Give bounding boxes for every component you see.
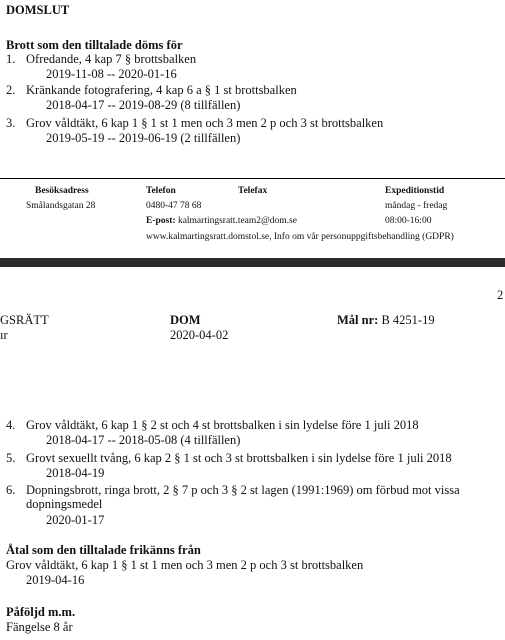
crime-date: 2020-01-17 (46, 513, 105, 527)
document-date: 2020-04-02 (170, 328, 229, 342)
crime-date: 2018-04-19 (46, 466, 105, 480)
court-name-fragment-2: ır (0, 328, 8, 342)
crime-number: 2. (6, 83, 16, 97)
court-name-fragment: GSRÄTT (0, 313, 49, 327)
crime-number: 1. (6, 52, 16, 66)
footer-email-value[interactable]: kalmartingsratt.team2@dom.se (177, 216, 297, 226)
page-number: 2 (497, 288, 504, 302)
footer-visit-value: Smålandsgatan 28 (26, 201, 96, 211)
acquitted-heading: Åtal som den tilltalade frikänns från (6, 543, 201, 557)
verdict-heading: DOMSLUT (6, 3, 70, 17)
case-number-label: Mål nr: (337, 313, 379, 327)
footer-fax-label: Telefax (238, 186, 268, 196)
footer-email (146, 215, 297, 227)
crime-text: Dopningsbrott, ringa brott, 2 § 7 p och 3 § 2 st lagen (1991:1969) om förbud mot vissa (26, 483, 460, 497)
convicted-heading: Brott som den tilltalade döms för (6, 38, 183, 52)
footer-divider (0, 178, 505, 179)
sanction-text: Fängelse 8 år (6, 620, 73, 634)
footer-phone-value: 0480-47 78 68 (146, 201, 202, 211)
sanction-heading: Påföljd m.m. (6, 605, 76, 619)
crime-list-item (6, 116, 383, 131)
crime-text: Grov våldtäkt, 6 kap 1 § 1 st 1 men och 3 men 2 p och 3 st brottsbalken (26, 116, 384, 130)
footer-visit-label: Besöksadress (35, 186, 89, 196)
acquitted-date: 2019-04-16 (26, 573, 85, 587)
crime-text: Kränkande fotografering, 4 kap 6 a § 1 st brottsbalken (26, 83, 297, 97)
crime-date: 2019-11-08 -- 2020-01-16 (46, 67, 177, 81)
crime-text: Ofredande, 4 kap 7 § brottsbalken (26, 52, 197, 66)
crime-list-item (6, 52, 196, 67)
crime-date: 2019-05-19 -- 2019-06-19 (2 tillfällen) (46, 131, 241, 145)
case-number-value: B 4251-19 (381, 313, 435, 327)
acquitted-text: Grov våldtäkt, 6 kap 1 § 1 st 1 men och 3 men 2 p och 3 st brottsbalken (6, 558, 364, 572)
crime-date: 2018-04-17 -- 2018-05-08 (4 tillfällen) (46, 433, 241, 447)
page-separator (0, 258, 505, 267)
footer-phone-label: Telefon (146, 186, 176, 196)
footer-email-label: E-post: (146, 216, 176, 226)
crime-text: Grovt sexuellt tvång, 6 kap 2 § 1 st och 3 st brottsbalken i sin lydelse före 1 juli 2018 (26, 451, 452, 465)
document-type: DOM (170, 313, 201, 327)
footer-hours-time: 08:00-16:00 (385, 216, 432, 226)
crime-list-item (6, 418, 419, 433)
footer-web-link[interactable]: www.kalmartingsratt.domstol.se, Info om vår personuppgiftsbehandling (GDPR) (146, 232, 454, 242)
footer-hours-label: Expeditionstid (385, 186, 445, 196)
crime-text: Grov våldtäkt, 6 kap 1 § 2 st och 4 st brottsbalken i sin lydelse före 1 juli 2018 (26, 418, 419, 432)
crime-number: 6. (6, 483, 16, 497)
crime-list-item (6, 451, 452, 466)
crime-text-continued: dopningsmedel (26, 497, 103, 511)
crime-number: 4. (6, 418, 16, 432)
crime-list-item (6, 83, 297, 98)
case-number (337, 313, 435, 328)
crime-date: 2018-04-17 -- 2019-08-29 (8 tillfällen) (46, 98, 241, 112)
crime-number: 5. (6, 451, 16, 465)
crime-number: 3. (6, 116, 16, 130)
crime-list-item (6, 483, 460, 498)
footer-hours-days: måndag - fredag (385, 201, 448, 211)
